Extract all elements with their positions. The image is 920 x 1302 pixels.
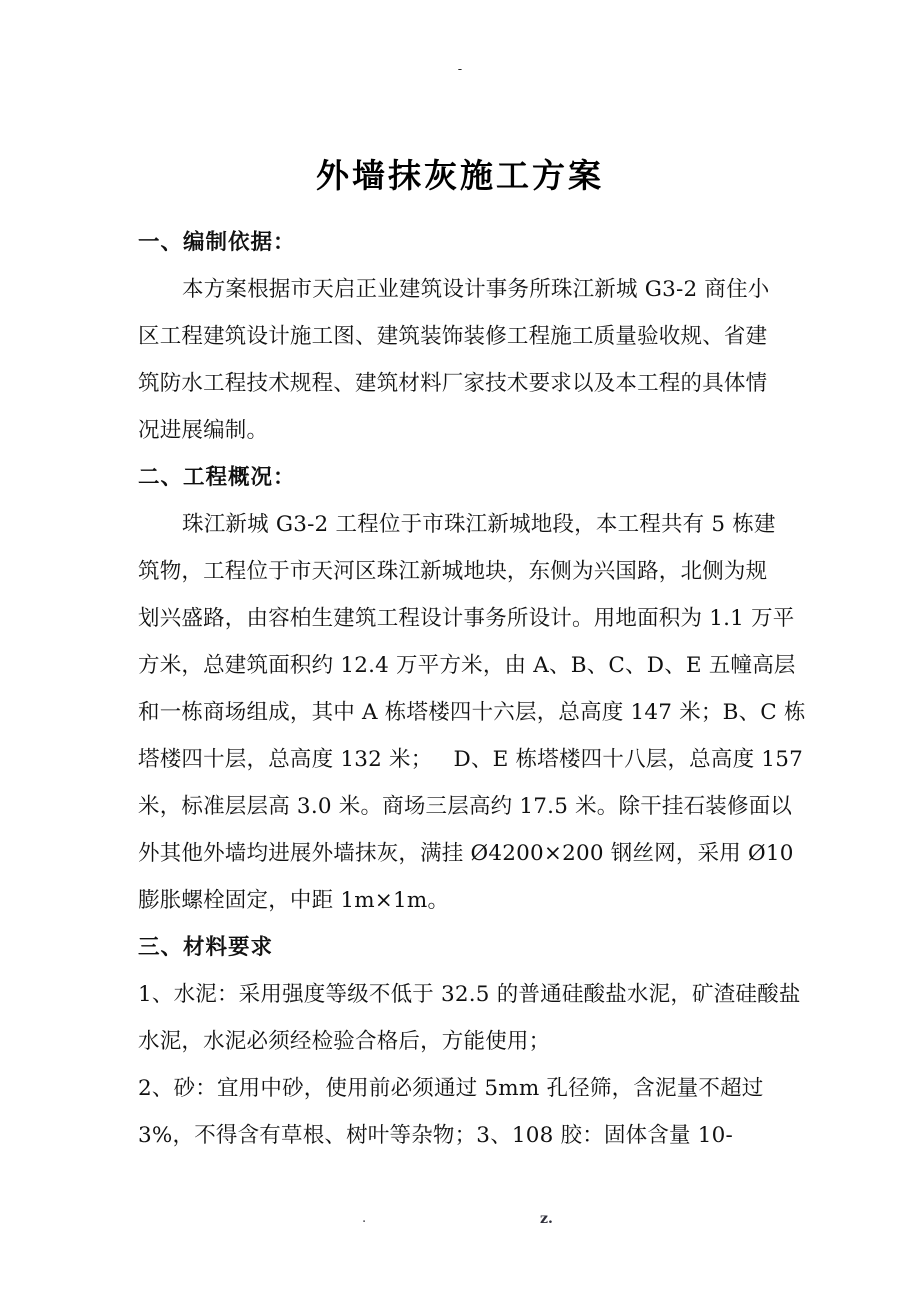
section-2-line-6: 塔楼四十层，总高度 132 米； D、E 栋塔楼四十八层，总高度 157 [138, 747, 803, 772]
document-body [138, 219, 806, 1159]
section-2-line-3: 划兴盛路，由容柏生建筑工程设计事务所设计。用地面积为 1.1 万平 [138, 606, 795, 631]
section-2-line-5: 和一栋商场组成，其中 A 栋塔楼四十六层，总高度 147 米；B、C 栋 [138, 700, 806, 725]
section-2-line-7: 米，标准层层高 3.0 米。商场三层高约 17.5 米。除干挂石装修面以 [138, 794, 793, 819]
section-heading-1: 一、编制依据： [138, 230, 296, 255]
section-2-line-9: 膨胀螺栓固定，中距 1m×1m。 [138, 888, 450, 913]
section-2-line-1: 珠江新城 G3-2 工程位于市珠江新城地段，本工程共有 5 栋建 [182, 512, 776, 537]
footer-right-mark: z. [540, 1211, 553, 1227]
section-1-line-1: 本方案根据市天启正业建筑设计事务所珠江新城 G3-2 商住小 [182, 277, 770, 302]
section-3-line-1: 1、水泥：采用强度等级不低于 32.5 的普通硅酸盐水泥，矿渣硅酸盐 [138, 982, 801, 1007]
section-1-line-2: 区工程建筑设计施工图、建筑装饰装修工程施工质量验收规、省建 [138, 324, 768, 349]
section-heading-2: 二、工程概况： [138, 465, 296, 490]
page-footer [0, 1210, 920, 1238]
page-header-mark: - [457, 62, 463, 77]
section-1-line-3: 筑防水工程技术规程、建筑材料厂家技术要求以及本工程的具体情 [138, 371, 768, 396]
section-1-line-4: 况进展编制。 [138, 418, 269, 443]
section-2-line-2: 筑物，工程位于市天河区珠江新城地块，东侧为兴国路，北侧为规 [138, 559, 768, 584]
document-title: 外墙抹灰施工方案 [316, 156, 604, 196]
section-2-line-4: 方米，总建筑面积约 12.4 万平方米，由 A、B、C、D、E 五幢高层 [138, 653, 796, 678]
section-3-line-3: 2、砂：宜用中砂，使用前必须通过 5mm 孔径筛，含泥量不超过 [138, 1076, 764, 1101]
section-heading-3: 三、材料要求 [138, 935, 274, 960]
section-2-line-8: 外其他外墙均进展外墙抹灰，满挂 Ø4200×200 钢丝网，采用 Ø10 [138, 841, 794, 866]
section-3-line-4: 3%，不得含有草根、树叶等杂物；3、108 胶：固体含量 10- [138, 1123, 734, 1148]
section-3-line-2: 水泥，水泥必须经检验合格后，方能使用； [138, 1029, 551, 1054]
footer-left-mark: . [362, 1211, 367, 1226]
